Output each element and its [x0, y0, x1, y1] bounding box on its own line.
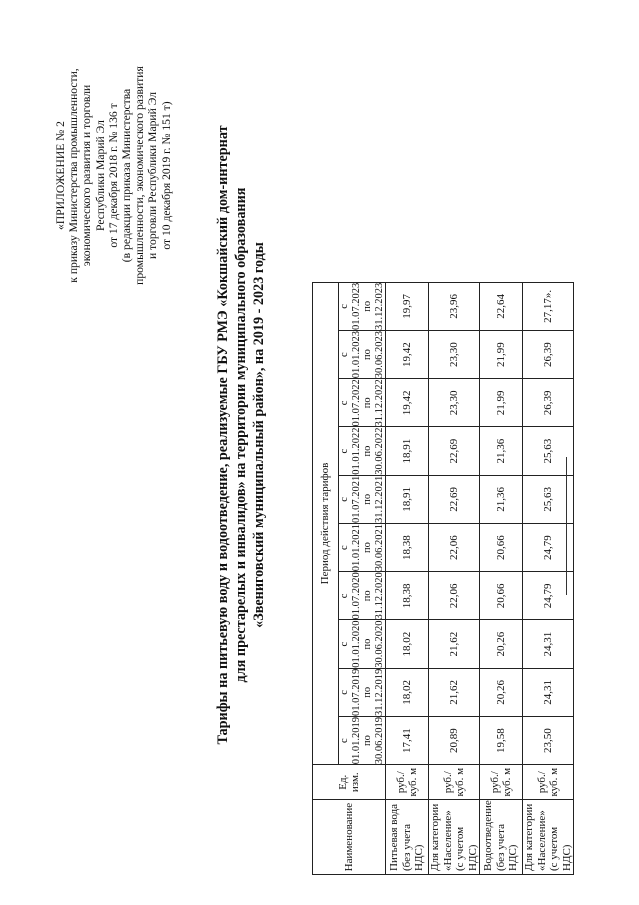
tariff-value-cell: 19,42 — [386, 330, 429, 378]
period-header-line: с 01.07.2020 — [339, 572, 362, 620]
tariff-value-cell: 23,50 — [523, 716, 574, 764]
bottom-divider-line — [566, 457, 567, 595]
period-header-line: по — [362, 397, 373, 409]
tariff-value-cell: 22,06 — [429, 572, 480, 620]
appendix-line: от 10 декабря 2019 г. № 151 т) — [159, 101, 173, 250]
table-row — [429, 282, 480, 874]
period-header-line: по — [362, 735, 373, 747]
period-header-line: 30.06.2022 — [373, 427, 385, 475]
period-header-line: 30.06.2020 — [373, 620, 385, 668]
period-header-line: по — [362, 300, 373, 312]
row-unit-line: куб. м — [548, 767, 560, 797]
period-header-line: по — [362, 638, 373, 650]
tariff-value-cell: 20,66 — [480, 572, 523, 620]
tariff-value-cell: 18,91 — [386, 475, 429, 523]
appendix-line: «ПРИЛОЖЕНИЕ № 2 — [54, 121, 67, 230]
period-header-line: 31.12.2023 — [373, 282, 385, 330]
period-header-line: по — [362, 686, 373, 698]
tariff-value-cell: 24,79 — [523, 523, 574, 571]
tariff-value-cell: 22,69 — [429, 475, 480, 523]
period-header-line: с 01.01.2020 — [339, 620, 362, 668]
period-header-line: с 01.01.2019 — [339, 716, 362, 765]
tariff-value-cell: 23,30 — [429, 330, 480, 378]
row-unit-line: руб./ — [488, 771, 501, 794]
appendix-line: (в редакции приказа Министерства — [120, 88, 134, 263]
period-header-line: по — [362, 445, 373, 457]
row-unit-line: куб. м — [501, 767, 513, 797]
period-header-line: с 01.07.2021 — [339, 475, 362, 523]
period-header-line: 31.12.2021 — [373, 475, 385, 523]
header-unit: Ед. изм. — [313, 765, 386, 800]
tariff-value-cell: 27,17». — [523, 282, 574, 330]
header-period-group: Период действия тарифов — [313, 282, 339, 765]
tariff-value-cell: 25,63 — [523, 427, 574, 475]
tariff-value-cell: 18,38 — [386, 523, 429, 571]
period-header-line: с 01.01.2022 — [339, 427, 362, 475]
period-header-line: с 01.07.2019 — [339, 668, 362, 716]
period-header-line: с 01.07.2022 — [339, 379, 362, 427]
row-unit-line: руб./ — [394, 771, 407, 794]
document-title — [214, 5, 268, 865]
appendix-line: к приказу Министерства промышленности, — [67, 68, 81, 283]
row-unit-line: куб. м — [454, 767, 466, 797]
tariff-value-cell: 18,91 — [386, 427, 429, 475]
title-line: «Звениговский муниципальный район», на 2019 - 2023 годы — [251, 242, 267, 628]
tariff-value-cell: 24,31 — [523, 668, 574, 716]
row-unit-cell — [429, 765, 480, 800]
period-header-line: с 01.01.2023 — [339, 330, 362, 379]
row-unit-line: руб./ — [441, 771, 454, 794]
period-header-line: 31.12.2020 — [373, 572, 385, 620]
tariff-value-cell: 20,66 — [480, 523, 523, 571]
tariff-value-cell: 21,62 — [429, 620, 480, 668]
period-header — [339, 330, 386, 378]
period-header-line: по — [362, 590, 373, 602]
row-name-cell — [523, 800, 574, 875]
tariff-value-cell: 20,89 — [429, 716, 480, 764]
row-name-line: Для категории — [523, 803, 535, 871]
row-name-cell — [480, 800, 523, 875]
row-name-line: (с учетом НДС) — [548, 826, 573, 871]
tariff-value-cell: 21,99 — [480, 330, 523, 378]
appendix-header — [54, 58, 173, 293]
row-name-line: (без учета НДС) — [494, 824, 520, 871]
period-header — [339, 716, 386, 764]
title-line: Тарифы на питьевую воду и водоотведение, реализуемые ГБУ РМЭ «Кокшайский дом-интернат — [215, 125, 231, 745]
period-header — [339, 523, 386, 571]
tariff-value-cell: 22,64 — [480, 282, 523, 330]
tariff-value-cell: 22,69 — [429, 427, 480, 475]
period-header-line: по — [362, 493, 373, 505]
tariff-value-cell: 21,36 — [480, 475, 523, 523]
tariff-value-cell: 21,62 — [429, 668, 480, 716]
period-header-line: 30.06.2021 — [373, 523, 385, 572]
tariff-value-cell: 23,30 — [429, 379, 480, 427]
tariff-value-cell: 24,79 — [523, 572, 574, 620]
row-name-line: Питьевая вода — [388, 803, 401, 871]
appendix-line: от 17 декабря 2018 г. № 136 т — [106, 103, 120, 248]
tariff-value-cell: 22,06 — [429, 523, 480, 571]
appendix-line: и торговли Республики Марий Эл — [146, 92, 160, 259]
tariff-value-cell: 21,36 — [480, 427, 523, 475]
tariff-value-cell: 19,97 — [386, 282, 429, 330]
tariff-value-cell: 17,41 — [386, 716, 429, 764]
row-name-line: (с учетом НДС) — [454, 826, 479, 871]
period-header-line: по — [362, 542, 373, 554]
tariff-value-cell: 25,63 — [523, 475, 574, 523]
period-header-line: 31.12.2019 — [373, 668, 385, 716]
row-name-line: «Население» — [535, 810, 548, 871]
period-header — [339, 475, 386, 523]
appendix-line: промышленности, экономического развития — [133, 66, 147, 285]
table-row — [480, 282, 523, 874]
period-header — [339, 572, 386, 620]
tariff-value-cell: 20,26 — [480, 668, 523, 716]
period-header-line: 31.12.2022 — [373, 379, 385, 427]
tariff-value-cell: 18,02 — [386, 620, 429, 668]
appendix-line: экономического развития и торговли — [80, 84, 94, 267]
title-line: для престарелых и инвалидов» на территории муниципального образования — [233, 187, 249, 683]
tariff-value-cell: 24,31 — [523, 620, 574, 668]
row-unit-cell — [386, 765, 429, 800]
period-header-line: 30.06.2023 — [373, 330, 385, 379]
appendix-line: Республики Марий Эл — [93, 120, 107, 231]
row-name-line: Водоотведение — [482, 800, 495, 871]
row-name-line: Для категории — [429, 803, 441, 871]
tariff-value-cell: 23,96 — [429, 282, 480, 330]
period-header — [339, 379, 386, 427]
row-unit-cell — [523, 765, 574, 800]
table-row — [386, 282, 429, 874]
period-header — [339, 282, 386, 330]
row-unit-cell — [480, 765, 523, 800]
period-header-line: с 01.01.2021 — [339, 523, 362, 572]
row-name-line: (без учета НДС) — [400, 824, 426, 871]
tariff-value-cell: 19,42 — [386, 379, 429, 427]
period-header — [339, 620, 386, 668]
row-unit-line: руб./ — [535, 771, 548, 794]
tariff-value-cell: 20,26 — [480, 620, 523, 668]
period-header-line: с 01.07.2023 — [339, 282, 362, 330]
header-name: Наименование — [313, 800, 386, 875]
row-unit-line: куб. м — [407, 767, 419, 797]
row-name-cell — [386, 800, 429, 875]
row-name-cell — [429, 800, 480, 875]
tariff-table — [312, 282, 574, 875]
period-header — [339, 668, 386, 716]
tariff-value-cell: 18,02 — [386, 668, 429, 716]
period-header — [339, 427, 386, 475]
tariff-value-cell: 18,38 — [386, 572, 429, 620]
tariff-value-cell: 21,99 — [480, 379, 523, 427]
tariff-value-cell: 26,39 — [523, 330, 574, 378]
row-name-line: «Население» — [441, 810, 454, 871]
period-header-line: по — [362, 349, 373, 361]
tariff-value-cell: 19,58 — [480, 716, 523, 764]
period-header-line: 30.06.2019 — [373, 716, 385, 765]
tariff-value-cell: 26,39 — [523, 379, 574, 427]
